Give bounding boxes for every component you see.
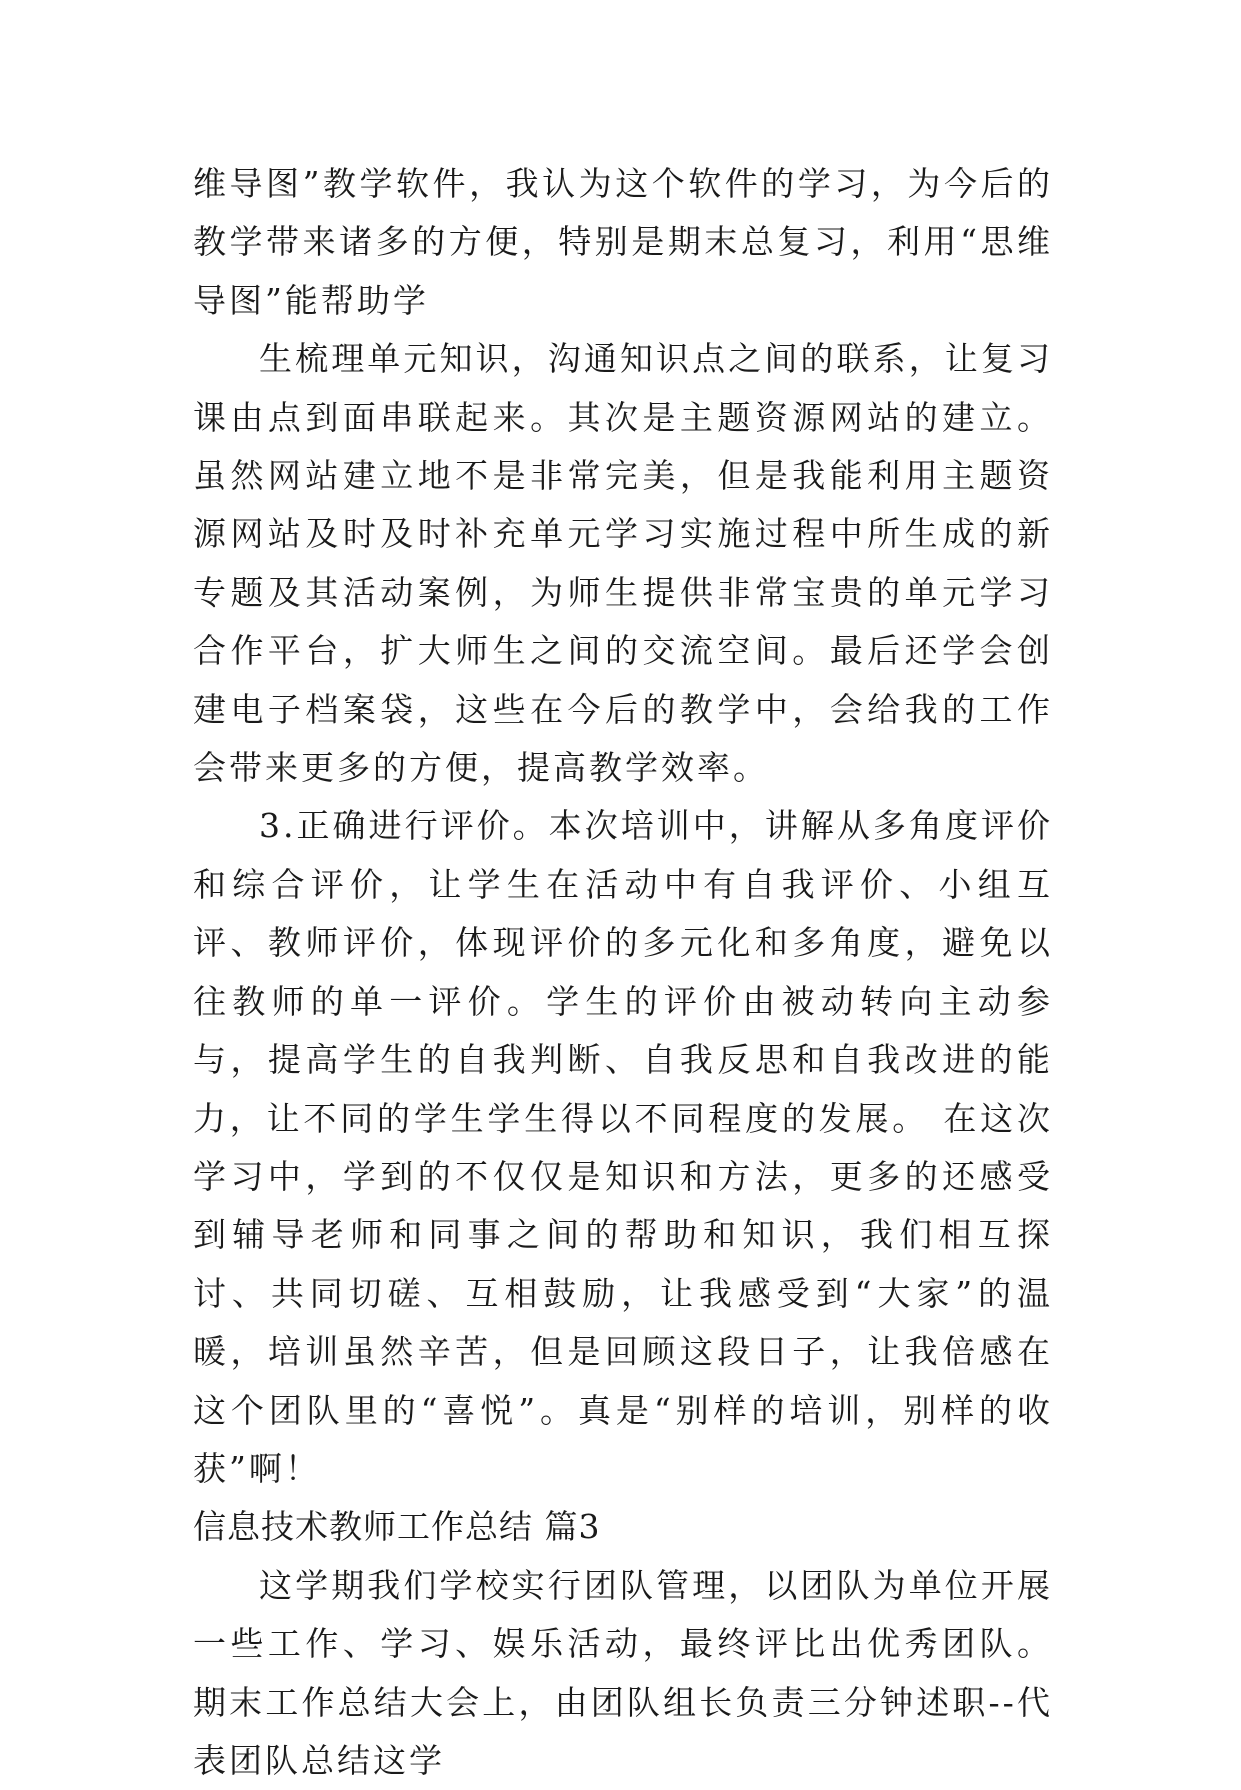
paragraph-continuation: 维导图”教学软件，我认为这个软件的学习，为今后的教学带来诸多的方便，特别是期末总复习，利用“思维导图”能帮助学 — [193, 164, 1053, 320]
document-body — [193, 155, 1053, 1790]
paragraph-evaluation: 3.正确进行评价。本次培训中，讲解从多角度评价和综合评价，让学生在活动中有自我评价、小组互评、教师评价，体现评价的多元化和多角度，避免以往教师的单一评价。学生的评价由被动转向主动参与，提高学生的自我判断、自我反思和自我改进的能力，让不同的学生学生得以不同程度的发展。 在这次学习中，学到的不仅仅是知识和方法，更多的还感受到辅导老师和同事之间的帮助和知识，我们相互探讨、共同切磋、互相鼓励，让我感受到“大家”的温暖，培训虽然辛苦，但是回顾这段日子，让我倍感在这个团队里的“喜悦”。真是“别样的培训，别样的收获”啊！ — [193, 806, 1053, 1488]
paragraph-team-management: 这学期我们学校实行团队管理，以团队为单位开展一些工作、学习、娱乐活动，最终评比出优秀团队。期末工作总结大会上，由团队组长负责三分钟述职--代表团队总结这学 — [193, 1565, 1053, 1780]
section-heading: 信息技术教师工作总结 篇3 — [193, 1507, 601, 1547]
paragraph-resource-website: 生梳理单元知识，沟通知识点之间的联系，让复习课由点到面串联起来。其次是主题资源网站的建立。虽然网站建立地不是非常完美，但是我能利用主题资源网站及时及时补充单元学习实施过程中所生成的新专题及其活动案例，为师生提供非常宝贵的单元学习合作平台，扩大师生之间的交流空间。最后还学会创建电子档案袋，这些在今后的教学中，会给我的工作会带来更多的方便，提高教学效率。 — [193, 339, 1053, 788]
